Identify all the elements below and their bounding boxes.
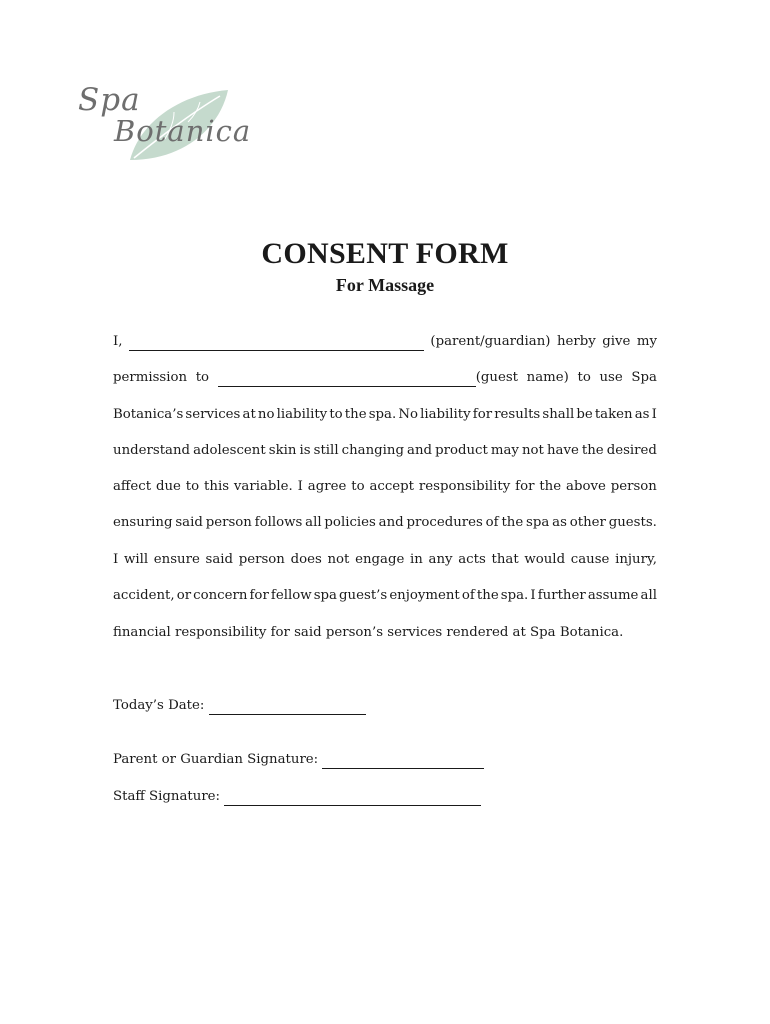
word: other bbox=[569, 515, 606, 530]
parent-signature-row bbox=[113, 751, 484, 769]
word: permission bbox=[113, 370, 188, 385]
word: spa bbox=[313, 588, 337, 603]
word: that bbox=[491, 552, 519, 567]
word: taken bbox=[594, 407, 633, 422]
word: I bbox=[113, 552, 119, 567]
word: said bbox=[175, 515, 203, 530]
word: person bbox=[610, 479, 657, 494]
parent-signature-field[interactable] bbox=[322, 756, 484, 769]
word: the bbox=[581, 443, 604, 458]
word: my bbox=[636, 334, 657, 349]
word: to bbox=[577, 370, 591, 385]
word: spa bbox=[526, 515, 550, 530]
word: accident, bbox=[113, 588, 175, 603]
word: said bbox=[205, 552, 234, 567]
form-subtitle: For Massage bbox=[335, 275, 435, 295]
word: the bbox=[476, 588, 499, 603]
word: all bbox=[305, 515, 322, 530]
word: I bbox=[297, 479, 303, 494]
consent-line-6 bbox=[113, 514, 657, 532]
word: understand bbox=[113, 443, 191, 458]
word: and bbox=[378, 515, 404, 530]
word: may bbox=[490, 443, 519, 458]
word: spa. bbox=[368, 407, 397, 422]
date-field[interactable] bbox=[209, 702, 366, 715]
word: any bbox=[428, 552, 453, 567]
spa-botanica-logo bbox=[70, 82, 255, 167]
word: (parent/guardian) bbox=[430, 334, 551, 349]
consent-line-7 bbox=[113, 551, 657, 569]
word: above bbox=[566, 479, 606, 494]
staff-signature-field[interactable] bbox=[224, 793, 481, 806]
form-title: CONSENT FORM bbox=[261, 237, 509, 270]
word: ensuring bbox=[113, 515, 173, 530]
consent-line-8 bbox=[113, 587, 657, 605]
word: the bbox=[539, 479, 562, 494]
word: not bbox=[327, 552, 350, 567]
word: give bbox=[602, 334, 631, 349]
word: of bbox=[461, 588, 475, 603]
word: agree bbox=[307, 479, 347, 494]
word: ensure bbox=[153, 552, 200, 567]
word: variable. bbox=[233, 479, 293, 494]
word: still bbox=[313, 443, 339, 458]
word: person bbox=[238, 552, 285, 567]
word: adolescent bbox=[193, 443, 266, 458]
word: no bbox=[257, 407, 275, 422]
word: I bbox=[530, 588, 536, 603]
consent-last-line: financial responsibility for said person’s services rendered at Spa Botanica. bbox=[113, 625, 624, 640]
word: for bbox=[472, 407, 493, 422]
word: Spa bbox=[631, 370, 657, 385]
word: follows bbox=[254, 515, 303, 530]
word: is bbox=[299, 443, 311, 458]
word: does bbox=[290, 552, 322, 567]
guardian-name-field[interactable] bbox=[129, 338, 424, 351]
word: of bbox=[485, 515, 499, 530]
word: skin bbox=[268, 443, 297, 458]
word: herby bbox=[556, 334, 596, 349]
parent-signature-label: Parent or Guardian Signature: bbox=[113, 752, 319, 767]
word: the bbox=[344, 407, 367, 422]
word: liability bbox=[276, 407, 328, 422]
word: fellow bbox=[270, 588, 312, 603]
word: assume bbox=[587, 588, 639, 603]
word: results bbox=[494, 407, 541, 422]
word: not bbox=[521, 443, 544, 458]
consent-line-3 bbox=[113, 406, 657, 424]
word: enjoyment bbox=[389, 588, 460, 603]
word: guest’s bbox=[339, 588, 388, 603]
word: Botanica’s bbox=[113, 407, 184, 422]
consent-prefix: I, bbox=[113, 334, 123, 349]
word: to bbox=[351, 479, 365, 494]
word: will bbox=[123, 552, 149, 567]
word: at bbox=[242, 407, 256, 422]
word: to bbox=[329, 407, 343, 422]
word: person bbox=[205, 515, 252, 530]
word: for bbox=[515, 479, 535, 494]
word: have bbox=[546, 443, 579, 458]
word: shall bbox=[542, 407, 575, 422]
consent-line-1 bbox=[113, 333, 657, 351]
staff-signature-label: Staff Signature: bbox=[113, 789, 221, 804]
word: cause bbox=[570, 552, 610, 567]
word: injury, bbox=[615, 552, 657, 567]
word: all bbox=[640, 588, 657, 603]
word: I bbox=[651, 407, 657, 422]
word: responsibility bbox=[418, 479, 511, 494]
word: spa. bbox=[500, 588, 529, 603]
todays-date-row bbox=[113, 697, 366, 715]
word: due bbox=[155, 479, 181, 494]
word: desired bbox=[606, 443, 657, 458]
word: or bbox=[176, 588, 192, 603]
word: liability bbox=[420, 407, 471, 422]
date-label: Today’s Date: bbox=[113, 698, 205, 713]
logo-text-botanica: Botanica bbox=[114, 114, 252, 148]
consent-line-4 bbox=[113, 442, 657, 460]
word: product bbox=[435, 443, 488, 458]
word: (guest bbox=[475, 370, 519, 385]
word: the bbox=[501, 515, 524, 530]
word: in bbox=[410, 552, 423, 567]
word: No bbox=[398, 407, 418, 422]
word: services bbox=[185, 407, 241, 422]
word: be bbox=[576, 407, 593, 422]
guest-name-field[interactable] bbox=[218, 374, 476, 387]
word: and bbox=[407, 443, 433, 458]
word: further bbox=[537, 588, 586, 603]
word: this bbox=[204, 479, 230, 494]
word: name) bbox=[526, 370, 569, 385]
word: to bbox=[185, 479, 200, 494]
word: as bbox=[634, 407, 650, 422]
word: accept bbox=[369, 479, 415, 494]
word: procedures bbox=[406, 515, 483, 530]
word: policies bbox=[324, 515, 376, 530]
logo-text-spa: Spa bbox=[78, 82, 141, 118]
word: concern bbox=[193, 588, 248, 603]
word: would bbox=[524, 552, 566, 567]
word: to bbox=[195, 370, 210, 385]
staff-signature-row bbox=[113, 788, 481, 806]
guest-name-group bbox=[218, 369, 518, 387]
word: use bbox=[599, 370, 623, 385]
consent-line-2 bbox=[113, 369, 657, 387]
word: acts bbox=[458, 552, 486, 567]
consent-line-5 bbox=[113, 478, 657, 496]
word: as bbox=[552, 515, 567, 530]
word: for bbox=[249, 588, 269, 603]
word: guests. bbox=[608, 515, 657, 530]
word: changing bbox=[341, 443, 404, 458]
word: affect bbox=[113, 479, 152, 494]
word: engage bbox=[355, 552, 405, 567]
